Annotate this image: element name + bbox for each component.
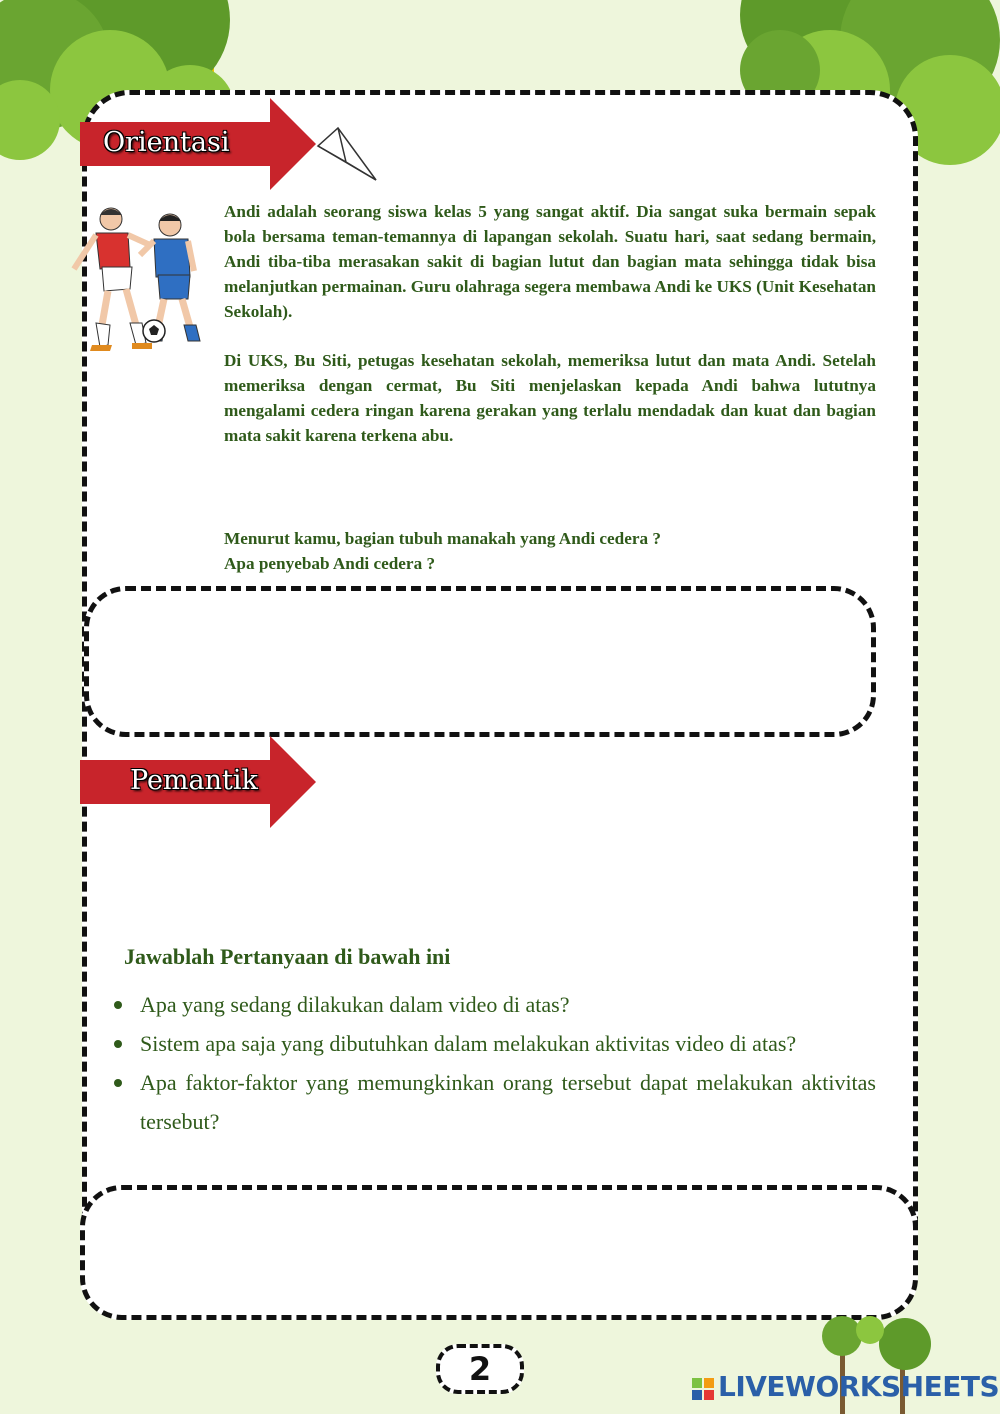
liveworksheets-logo-icon — [692, 1378, 714, 1400]
pemantik-label: Pemantik — [130, 765, 258, 796]
list-item: Apa faktor-faktor yang memungkinkan orang tersebut dapat melakukan aktivitas tersebut? — [112, 1063, 876, 1141]
pemantik-question-list — [112, 985, 876, 1141]
liveworksheets-brand[interactable]: LIVEWORKSHEETS — [718, 1370, 1000, 1403]
paper-plane-icon — [316, 124, 382, 184]
page-number: 2 — [436, 1344, 524, 1394]
story-text — [224, 199, 876, 472]
story-paragraph-2: Di UKS, Bu Siti, petugas kesehatan sekolah, memeriksa lutut dan mata Andi. Setelah memeriksa dengan cermat, Bu Siti menjelaskan kepada Andi bahwa lututnya mengalami cedera ringan karena gerakan yang terlalu mendadak dan kuat dan bagian mata sakit karena terkena abu. — [224, 351, 876, 445]
story-paragraph-1: Andi adalah seorang siswa kelas 5 yang sangat aktif. Dia sangat suka bermain sepak bola bersama teman-temannya di lapangan sekolah. Suatu hari, saat sedang bermain, Andi tiba-tiba merasakan sakit di bagian lutut dan bagian mata sehingga tidak bisa melanjutkan permainan. Guru olahraga segera membawa Andi ke UKS (Unit Kesehatan Sekolah). — [224, 202, 876, 321]
soccer-players-illustration — [66, 205, 216, 353]
story-question-2: Apa penyebab Andi cedera ? — [224, 554, 436, 573]
answer-box-orientasi[interactable] — [84, 586, 876, 737]
story-questions — [224, 526, 876, 576]
list-item: Apa yang sedang dilakukan dalam video di atas? — [112, 985, 876, 1024]
story-question-1: Menurut kamu, bagian tubuh manakah yang Andi cedera ? — [224, 529, 661, 548]
orientasi-label: Orientasi — [103, 127, 230, 158]
pemantik-heading: Jawablah Pertanyaan di bawah ini — [124, 944, 451, 969]
answer-box-pemantik[interactable] — [80, 1185, 918, 1320]
list-item: Sistem apa saja yang dibutuhkan dalam melakukan aktivitas video di atas? — [112, 1024, 876, 1063]
